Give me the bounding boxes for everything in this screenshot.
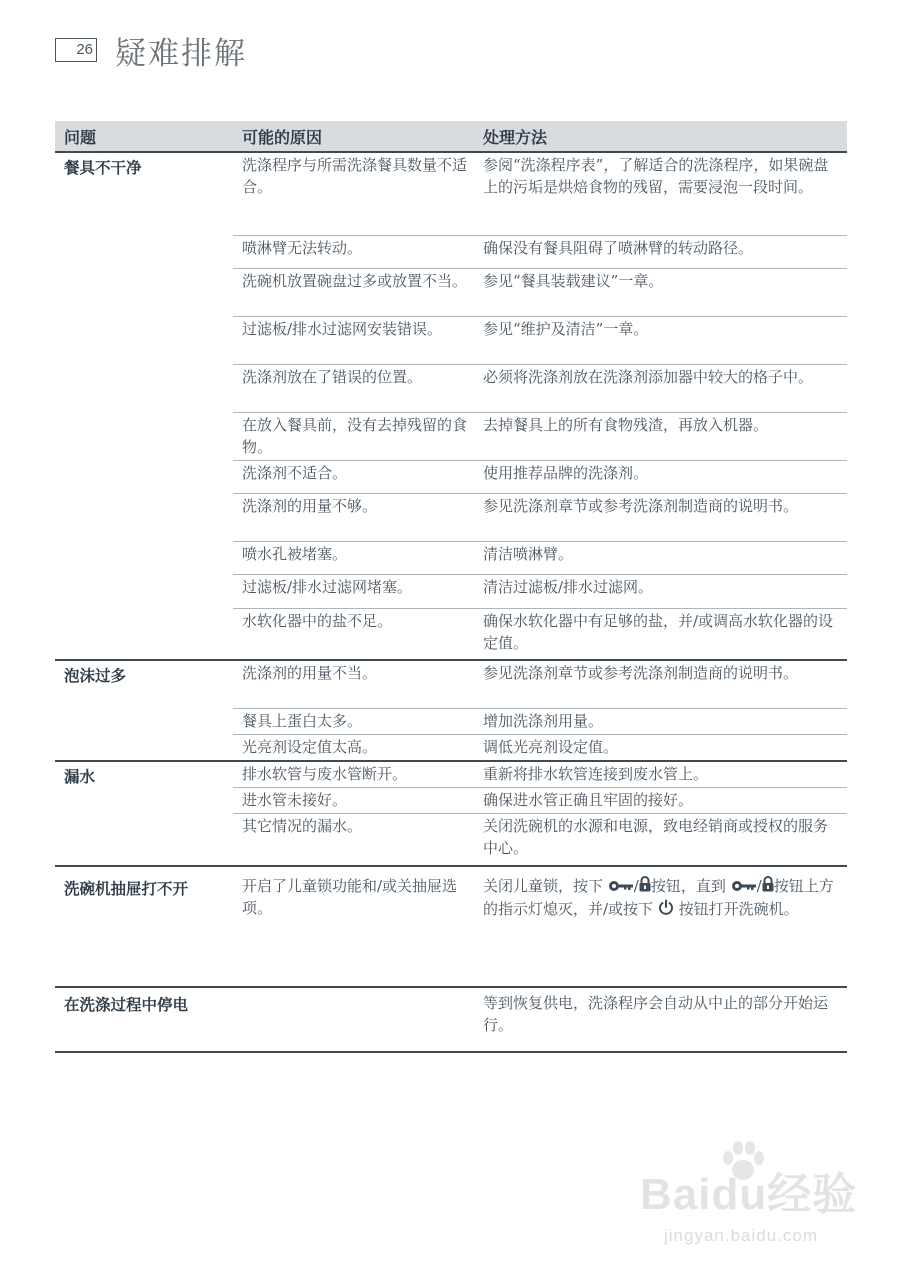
solution-cell: 关闭洗碗机的水源和电源，致电经销商或授权的服务中心。 xyxy=(483,817,829,857)
cause-cell: 在放入餐具前，没有去掉残留的食物。 xyxy=(242,416,468,456)
solution-cell: 增加洗涤剂用量。 xyxy=(483,712,604,730)
solution-cell: 参见洗涤剂章节或参考洗涤剂制造商的说明书。 xyxy=(483,497,799,515)
solution-text: 按钮，直到 xyxy=(650,877,731,895)
cause-cell: 洗涤剂的用量不当。 xyxy=(242,664,378,682)
lock-icon xyxy=(639,876,651,898)
page-number: 26 xyxy=(55,38,97,62)
cause-cell: 喷淋臂无法转动。 xyxy=(242,239,363,257)
key-icon xyxy=(608,876,634,898)
table-row xyxy=(233,235,847,268)
solution-cell xyxy=(474,874,847,986)
table-row xyxy=(233,268,847,316)
cause-cell: 洗涤剂放在了错误的位置。 xyxy=(242,368,423,386)
table-row xyxy=(233,988,847,1051)
problem-group xyxy=(55,988,847,1053)
solution-cell: 必须将洗涤剂放在洗涤剂添加器中较大的格子中。 xyxy=(483,368,814,386)
table-row xyxy=(233,867,847,986)
page-header xyxy=(55,30,247,70)
watermark-url: jingyan.baidu.com xyxy=(664,1226,819,1245)
cause-cell: 洗涤程序与所需洗涤餐具数量不适合。 xyxy=(242,156,468,196)
solution-cell: 确保水软化器中有足够的盐，并/或调高水软化器的设定值。 xyxy=(483,612,834,652)
troubleshooting-table xyxy=(55,121,847,1053)
problem-title: 泡沫过多 xyxy=(64,667,127,685)
cause-cell xyxy=(233,991,474,1051)
lock-icon xyxy=(762,876,774,898)
cause-cell: 水软化器中的盐不足。 xyxy=(242,612,393,630)
table-row xyxy=(233,734,847,760)
solution-cell: 等到恢复供电，洗涤程序会自动从中止的部分开始运行。 xyxy=(483,994,829,1034)
problem-group xyxy=(55,762,847,867)
solution-cell: 重新将排水软管连接到废水管上。 xyxy=(483,765,709,783)
watermark-brand: Baidu经验 xyxy=(640,1170,858,1219)
table-row xyxy=(233,608,847,659)
table-row xyxy=(233,574,847,608)
solution-cell: 使用推荐品牌的洗涤剂。 xyxy=(483,464,649,482)
solution-cell: 参见“维护及清洁”一章。 xyxy=(483,320,649,338)
cause-cell: 进水管未接好。 xyxy=(242,791,348,809)
table-row xyxy=(233,316,847,364)
table-row xyxy=(233,493,847,541)
solution-cell: 清洁过滤板/排水过滤网。 xyxy=(483,578,654,596)
power-icon xyxy=(658,899,674,921)
solution-cell: 参见洗涤剂章节或参考洗涤剂制造商的说明书。 xyxy=(483,664,799,682)
problem-title: 在洗涤过程中停电 xyxy=(64,996,189,1014)
solution-text: 关闭儿童锁，按下 xyxy=(483,877,608,895)
table-row xyxy=(233,541,847,574)
table-row xyxy=(233,460,847,493)
solution-cell: 参见“餐具装载建议”一章。 xyxy=(483,272,664,290)
cause-cell: 开启了儿童锁功能和/或关抽屉选项。 xyxy=(242,877,458,917)
table-row xyxy=(233,762,847,787)
cause-cell: 其它情况的漏水。 xyxy=(242,817,363,835)
solution-cell: 确保进水管正确且牢固的接好。 xyxy=(483,791,694,809)
cause-cell: 洗碗机放置碗盘过多或放置不当。 xyxy=(242,272,468,290)
solution-text: / xyxy=(756,877,762,895)
solution-cell: 去掉餐具上的所有食物残渣，再放入机器。 xyxy=(483,416,769,434)
cause-cell: 洗涤剂的用量不够。 xyxy=(242,497,378,515)
problem-title: 洗碗机抽屉打不开 xyxy=(64,880,189,898)
solution-cell: 调低光亮剂设定值。 xyxy=(483,738,619,756)
problem-group xyxy=(55,867,847,988)
table-row xyxy=(233,787,847,813)
cause-cell: 喷水孔被堵塞。 xyxy=(242,545,348,563)
key-icon xyxy=(731,876,757,898)
table-row xyxy=(233,708,847,734)
watermark xyxy=(640,1140,870,1260)
solution-text: 按钮打开洗碗机。 xyxy=(673,900,799,918)
table-row xyxy=(233,153,847,235)
table-row xyxy=(233,412,847,460)
solution-text: 按钮上方的指示灯熄灭，并/或按下 xyxy=(483,877,834,918)
problem-group xyxy=(55,661,847,762)
cause-cell: 过滤板/排水过滤网堵塞。 xyxy=(242,578,413,596)
solution-text: / xyxy=(633,877,639,895)
table-row xyxy=(233,661,847,708)
cause-cell: 餐具上蛋白太多。 xyxy=(242,712,363,730)
header-problem: 问题 xyxy=(64,127,97,147)
table-row xyxy=(233,813,847,865)
table-header xyxy=(55,121,847,153)
problem-group xyxy=(55,153,847,661)
cause-cell: 光亮剂设定值太高。 xyxy=(242,738,378,756)
solution-cell: 参阅“洗涤程序表”，了解适合的洗涤程序，如果碗盘上的污垢是烘焙食物的残留，需要浸泡一段时间。 xyxy=(483,156,829,196)
header-solution: 处理方法 xyxy=(483,127,548,147)
cause-cell: 过滤板/排水过滤网安装错误。 xyxy=(242,320,443,338)
problem-title: 漏水 xyxy=(64,768,96,786)
solution-cell: 确保没有餐具阻碍了喷淋臂的转动路径。 xyxy=(483,239,754,257)
cause-cell: 排水软管与废水管断开。 xyxy=(242,765,408,783)
solution-cell: 清洁喷淋臂。 xyxy=(483,545,574,563)
header-cause: 可能的原因 xyxy=(242,127,323,147)
cause-cell: 洗涤剂不适合。 xyxy=(242,464,348,482)
problem-title: 餐具不干净 xyxy=(64,159,142,177)
table-row xyxy=(233,364,847,412)
page-title: 疑难排解 xyxy=(115,35,247,72)
